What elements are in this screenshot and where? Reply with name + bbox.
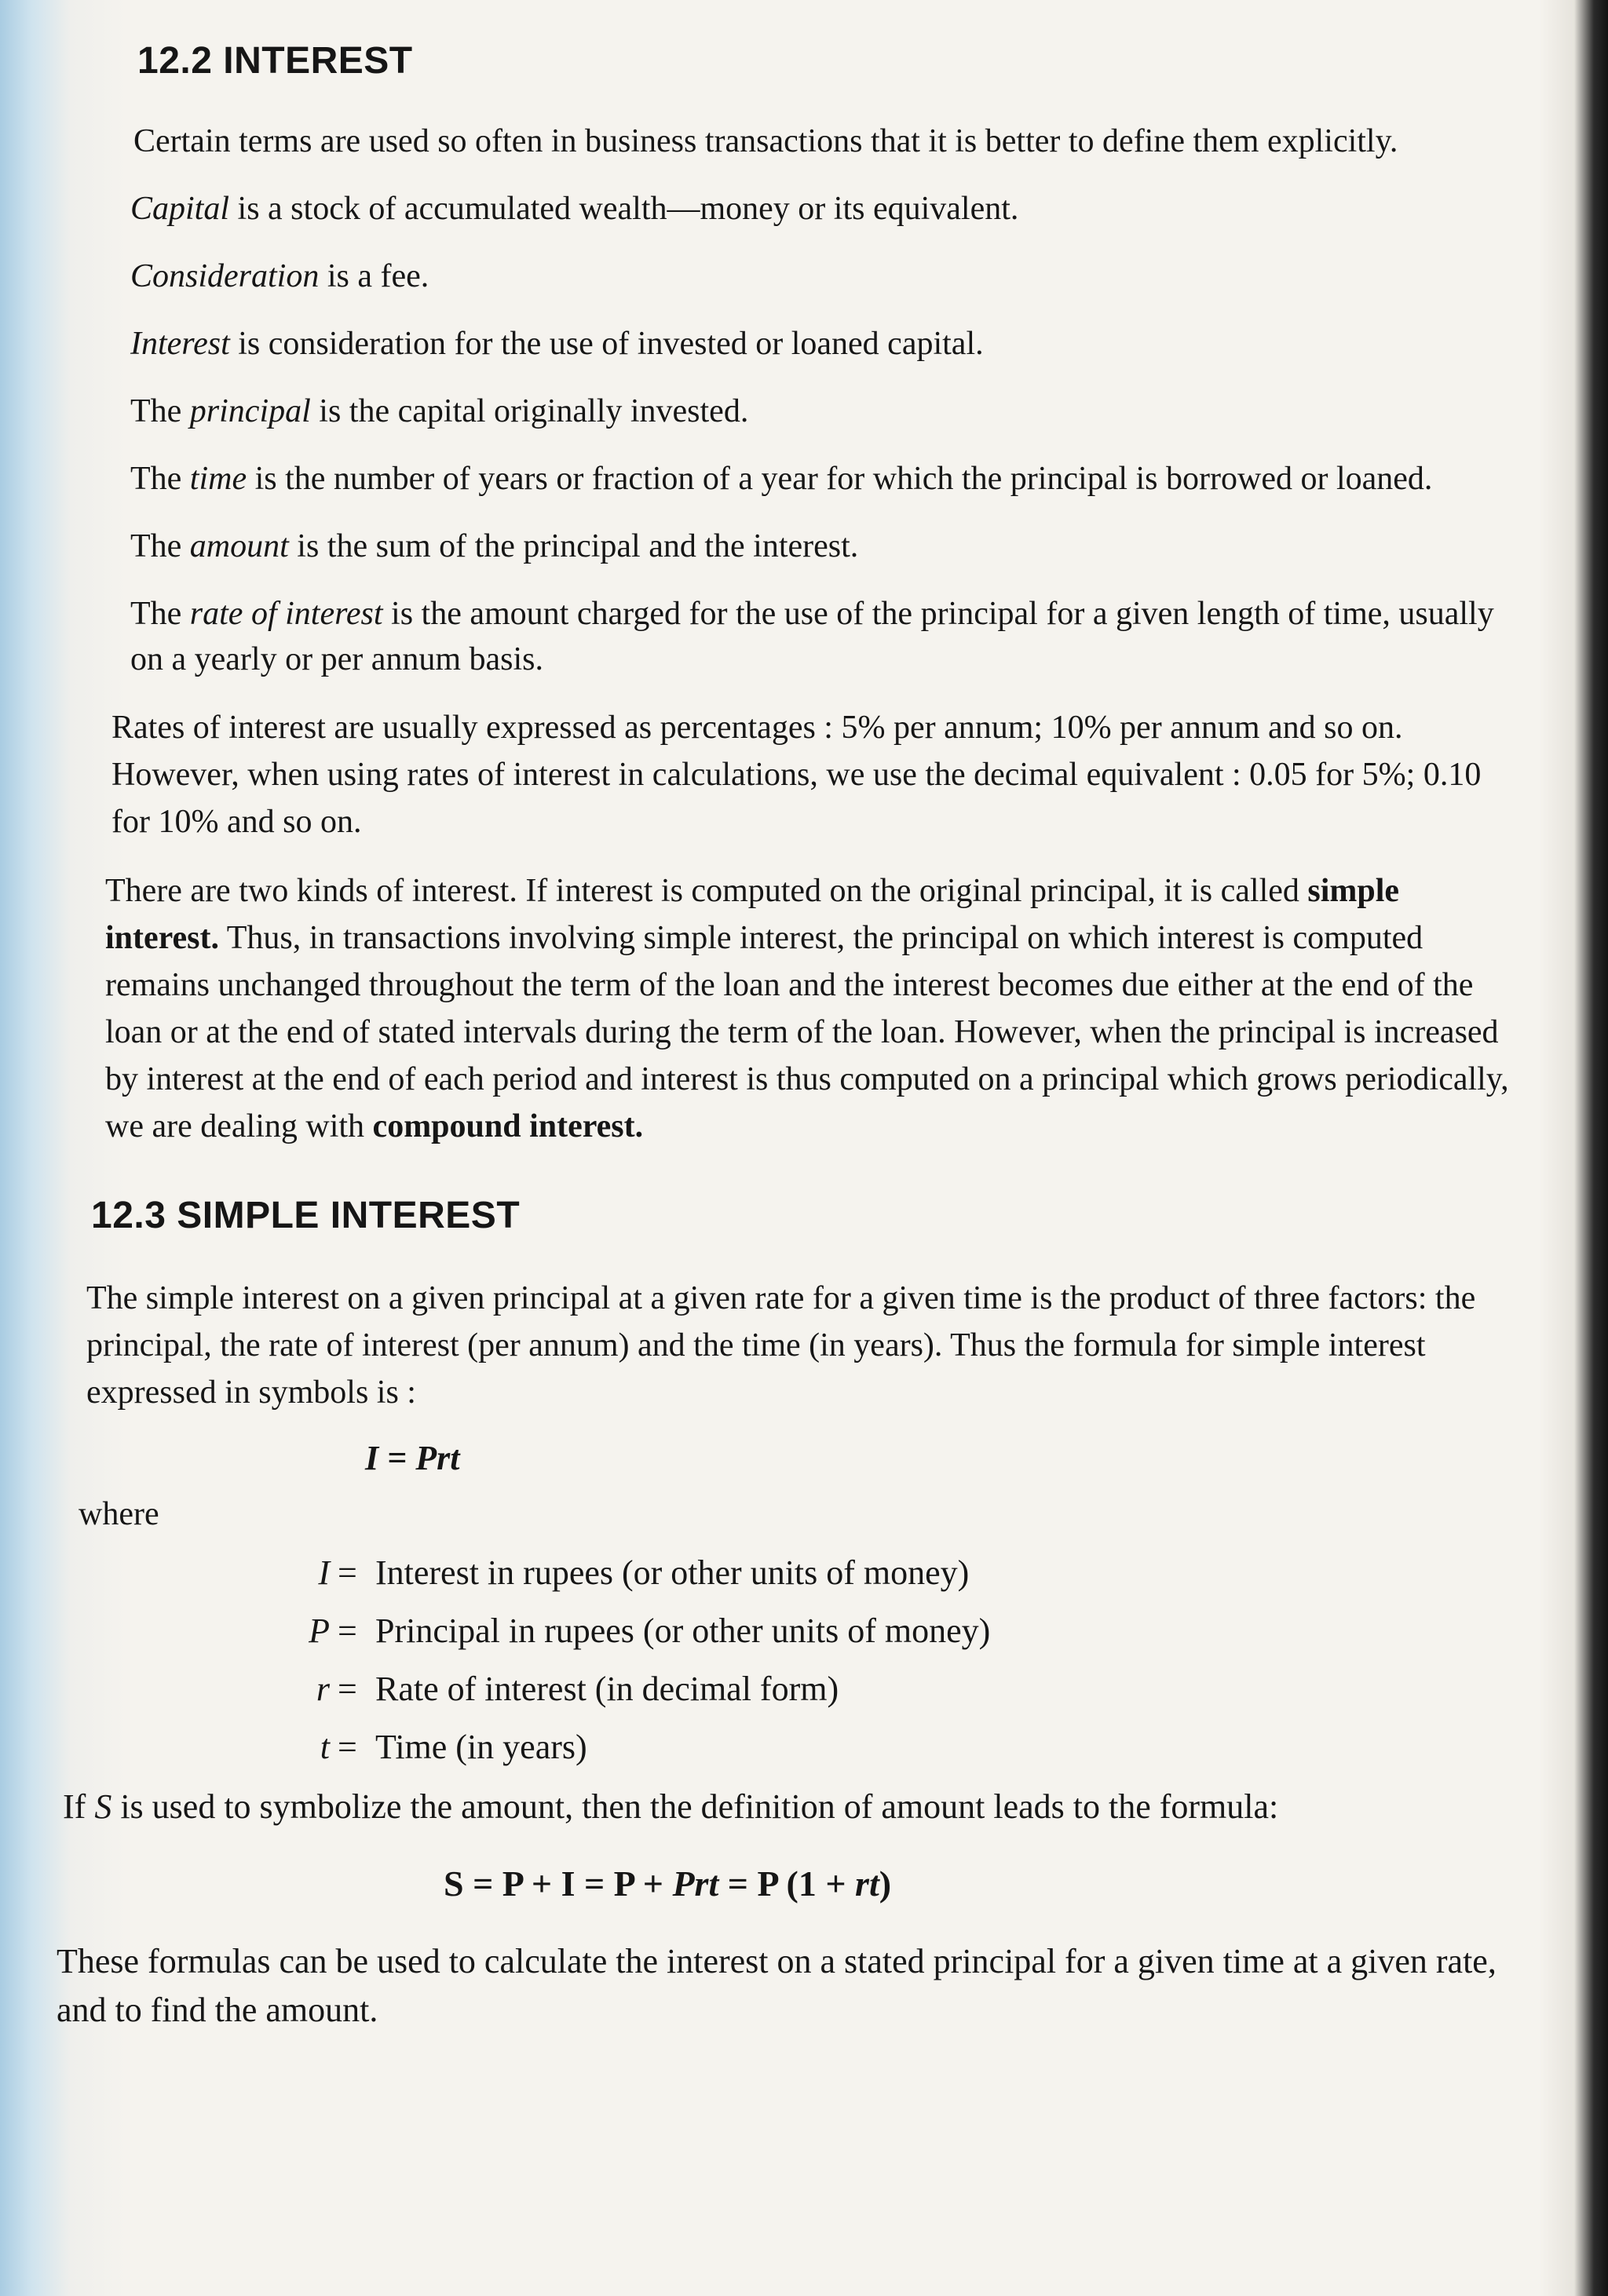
closing-paragraph: These formulas can be used to calculate the interest on a stated principal for a given time at a given rate, and to find the amount. [57, 1942, 1497, 2029]
where-label: where [79, 1496, 159, 1532]
term-time: time [189, 461, 247, 497]
variable-symbol: P [309, 1612, 330, 1650]
term-simple-interest: simple interest. [105, 873, 1400, 956]
variable-symbol: t [320, 1728, 330, 1766]
kinds-of-interest-paragraph: There are two kinds of interest. If interest is computed on the original principal, it is called simple interest. Thus, in transactions involving simple interest, the principal on which interest is computed remains unchanged throughout the term of the loan and the interest becomes due either at the end of the loan or at the end of stated intervals during the term of the loan. However, when the principal is increased by interest at the end of each period and interest is thus computed on a principal which grows periodically, we are dealing with compound interest. [105, 873, 1509, 1144]
definition-interest: Interest is consideration for the use of invested or loaned capital. [130, 326, 984, 362]
page-content [57, 39, 1515, 2035]
definition-amount: The amount is the sum of the principal and the interest. [130, 528, 859, 564]
term-consideration: Consideration [130, 258, 320, 294]
equals-sign: = [338, 1670, 357, 1708]
term-principal: principal [189, 393, 311, 429]
amount-paragraph: If S is used to symbolize the amount, then the definition of amount leads to the formula: [63, 1787, 1279, 1826]
variable-description: Principal in rupees (or other units of money) [375, 1612, 991, 1650]
definitions-list [86, 186, 1515, 682]
variable-row [275, 1660, 1515, 1718]
equals-sign: = [338, 1728, 357, 1766]
definition-principal: The principal is the capital originally invested. [130, 393, 749, 429]
variable-row [275, 1718, 1515, 1776]
definition-capital: Capital is a stock of accumulated wealth—money or its equivalent. [130, 191, 1019, 227]
term-rate-of-interest: rate of interest [189, 596, 383, 632]
section-heading-interest: 12.2 INTEREST [137, 40, 413, 82]
equals-sign: = [338, 1612, 357, 1650]
definition-time: The time is the number of years or fraction of a year for which the principal is borrowed or loaned. [130, 461, 1433, 497]
rates-paragraph: Rates of interest are usually expressed as percentages : 5% per annum; 10% per annum and so on. However, when using rates of interest in calculations, we use the decimal equivalent : 0.05 for 5%; 0.10 for 10% and so on. [111, 710, 1482, 840]
term-capital: Capital [130, 191, 230, 227]
variable-description: Time (in years) [375, 1728, 587, 1766]
term-interest: Interest [130, 326, 230, 362]
variable-symbol: r [316, 1670, 330, 1708]
variable-row [275, 1602, 1515, 1660]
term-compound-interest: compound interest. [372, 1108, 644, 1144]
variable-description: Rate of interest (in decimal form) [375, 1670, 839, 1708]
variable-row [275, 1544, 1515, 1602]
definition-consideration: Consideration is a fee. [130, 258, 429, 294]
equals-sign: = [338, 1553, 357, 1592]
term-amount: amount [189, 528, 289, 564]
variable-definitions [275, 1544, 1515, 1776]
definition-rate-of-interest: The rate of interest is the amount charged for the use of the principal for a given length of time, usually on a yearly or per annum basis. [130, 596, 1494, 677]
simple-interest-paragraph: The simple interest on a given principal at a given rate for a given time is the product of three factors: the principal, the rate of interest (per annum) and the time (in years). Thus the formula for simple interest expressed in symbols is : [86, 1280, 1476, 1411]
variable-description: Interest in rupees (or other units of money) [375, 1553, 970, 1592]
section-heading-simple-interest: 12.3 SIMPLE INTEREST [91, 1195, 521, 1236]
formula-amount: S = P + I = P + Prt = P (1 + rt) [444, 1863, 892, 1904]
symbol-s: S [94, 1787, 112, 1826]
intro-paragraph: Certain terms are used so often in business transactions that it is better to define them explicitly. [133, 123, 1398, 159]
formula-simple-interest: I = Prt [365, 1439, 460, 1477]
variable-symbol: I [318, 1553, 330, 1592]
